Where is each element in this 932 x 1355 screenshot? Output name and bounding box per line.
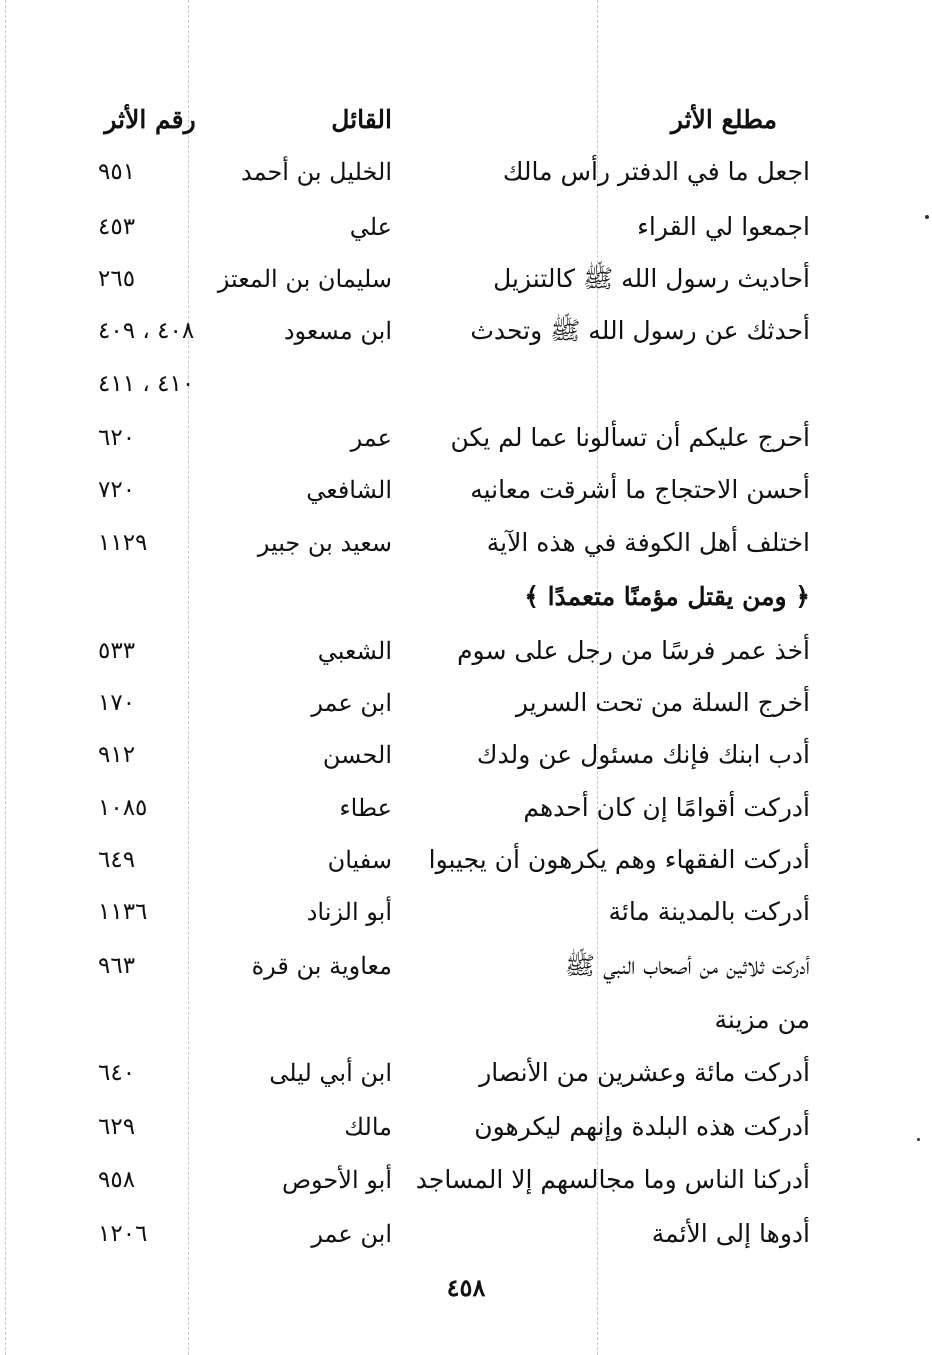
row-text: أدركت بالمدينة مائة bbox=[608, 897, 810, 926]
row-speaker: عطاء bbox=[339, 794, 392, 822]
row-text: أدركت أقوامًا إن كان أحدهم bbox=[523, 793, 810, 822]
row-number: ٢٦٥ bbox=[98, 266, 136, 292]
table-row bbox=[0, 311, 932, 351]
row-speaker: ابن عمر bbox=[311, 689, 392, 717]
row-text: أخرج السلة من تحت السرير bbox=[515, 688, 810, 717]
row-text: أحدثك عن رسول الله ﷺ وتحدث bbox=[470, 316, 810, 345]
row-text: أدركت هذه البلدة وإنهم ليكرهون bbox=[474, 1112, 810, 1141]
row-speaker: ابن عمر bbox=[311, 1220, 392, 1248]
row-speaker: ابن أبي ليلى bbox=[269, 1059, 392, 1087]
row-speaker: الخليل بن أحمد bbox=[240, 158, 392, 186]
header-text-label: مطلع الأثر bbox=[670, 105, 777, 134]
table-row bbox=[0, 152, 932, 192]
row-speaker: الشافعي bbox=[306, 476, 392, 504]
row-text: أدركت مائة وعشرين من الأنصار bbox=[479, 1058, 810, 1087]
table-row bbox=[0, 470, 932, 510]
row-number: ٩١٢ bbox=[98, 742, 136, 768]
row-speaker: أبو الأحوص bbox=[282, 1166, 392, 1194]
table-row bbox=[0, 364, 932, 404]
table-row bbox=[0, 577, 932, 617]
row-speaker: مالك bbox=[344, 1113, 392, 1141]
row-number: ١١٢٩ bbox=[98, 530, 148, 556]
table-row bbox=[0, 683, 932, 723]
row-speaker: معاوية بن قرة bbox=[251, 952, 392, 980]
table-row bbox=[0, 946, 932, 986]
row-text: أحسن الاحتجاج ما أشرقت معانيه bbox=[470, 475, 810, 504]
row-speaker: الشعبي bbox=[317, 637, 392, 665]
table-row bbox=[0, 418, 932, 458]
table-row bbox=[0, 892, 932, 932]
row-number: ٦٤٠ bbox=[98, 1060, 136, 1086]
row-text: أدوها إلى الأئمة bbox=[651, 1219, 810, 1248]
row-number: ٦٢٩ bbox=[98, 1114, 136, 1140]
row-number: ١٧٠ bbox=[98, 690, 136, 716]
row-text: أخذ عمر فرسًا من رجل على سوم bbox=[457, 636, 810, 665]
row-speaker: أبو الزناد bbox=[306, 898, 392, 926]
row-text: أدب ابنك فإنك مسئول عن ولدك bbox=[476, 740, 810, 769]
table-row bbox=[0, 1107, 932, 1147]
row-number: ٤٠٨ ، ٤٠٩ bbox=[98, 318, 195, 344]
row-number: ٦٤٩ bbox=[98, 847, 136, 873]
row-number: ١٠٨٥ bbox=[98, 795, 148, 821]
row-number: ٩٥٨ bbox=[98, 1167, 136, 1193]
table-row bbox=[0, 840, 932, 880]
row-number: ١١٣٦ bbox=[98, 899, 148, 925]
row-speaker: سفيان bbox=[327, 846, 392, 874]
row-text: اجعل ما في الدفتر رأس مالك bbox=[502, 157, 810, 186]
row-speaker: سعيد بن جبير bbox=[257, 529, 392, 557]
table-row bbox=[0, 259, 932, 299]
row-number: ١٢٠٦ bbox=[98, 1221, 148, 1247]
page-number: ٤٥٨ bbox=[446, 1273, 486, 1302]
row-text: ﴿ ومن يقتل مؤمنًا متعمدًا ﴾ bbox=[524, 582, 810, 611]
row-number: ٩٥١ bbox=[98, 159, 136, 185]
row-number: ٦٢٠ bbox=[98, 425, 136, 451]
column-guide-line bbox=[597, 0, 598, 1355]
table-row bbox=[0, 1053, 932, 1093]
row-number: ٥٣٣ bbox=[98, 638, 136, 664]
row-number: ٩٦٣ bbox=[98, 953, 136, 979]
row-speaker: عمر bbox=[350, 424, 392, 452]
row-text: أدركت الفقهاء وهم يكرهون أن يجيبوا bbox=[428, 845, 810, 874]
table-row bbox=[0, 735, 932, 775]
row-speaker: سليمان بن المعتز bbox=[217, 265, 392, 293]
header-number-label: رقم الأثر bbox=[104, 105, 196, 134]
row-text: أدركت ثلاثين من أصحاب النبي ﷺ bbox=[564, 951, 810, 980]
row-number: ٧٢٠ bbox=[98, 477, 136, 503]
row-number: ٤١٠ ، ٤١١ bbox=[98, 371, 195, 397]
row-text: اجمعوا لي القراء bbox=[637, 212, 810, 241]
table-row bbox=[0, 1214, 932, 1254]
table-row bbox=[0, 207, 932, 247]
row-text: من مزينة bbox=[714, 1005, 810, 1034]
column-guide-line bbox=[188, 0, 189, 1355]
column-guide-line bbox=[5, 0, 6, 1355]
row-speaker: الحسن bbox=[322, 741, 392, 769]
table-header bbox=[0, 100, 932, 140]
row-text: اختلف أهل الكوفة في هذه الآية bbox=[486, 528, 810, 557]
row-speaker: علي bbox=[349, 213, 392, 241]
table-row bbox=[0, 523, 932, 563]
table-row bbox=[0, 788, 932, 828]
row-number: ٤٥٣ bbox=[98, 214, 136, 240]
header-speaker-label: القائل bbox=[331, 105, 392, 134]
table-row bbox=[0, 631, 932, 671]
row-speaker: ابن مسعود bbox=[283, 317, 392, 345]
row-text: أحاديث رسول الله ﷺ كالتنزيل bbox=[493, 264, 810, 293]
table-row bbox=[0, 1160, 932, 1200]
row-text: أحرج عليكم أن تسألونا عما لم يكن bbox=[450, 423, 810, 452]
table-row bbox=[0, 1000, 932, 1040]
row-text: أدركنا الناس وما مجالسهم إلا المساجد bbox=[415, 1165, 810, 1194]
